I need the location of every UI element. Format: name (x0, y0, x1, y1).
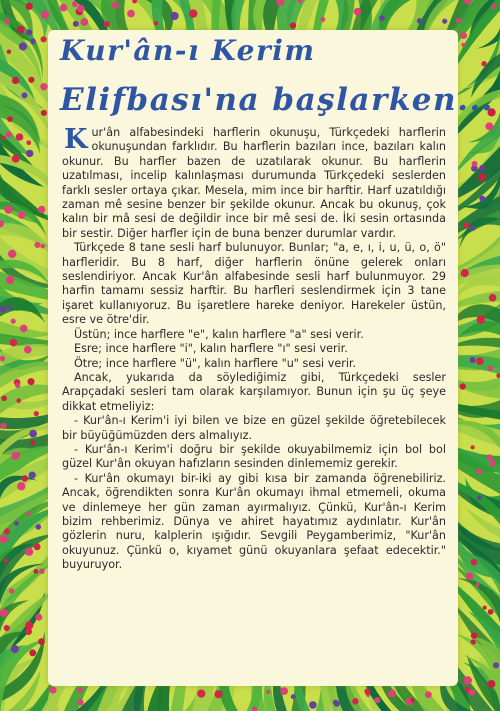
border-dot (417, 18, 423, 24)
border-dot (266, 690, 270, 694)
border-dot (352, 698, 358, 704)
border-dot (291, 694, 296, 699)
border-dot (72, 1, 78, 7)
border-dot (12, 77, 19, 84)
border-dot (17, 482, 25, 490)
border-dot (466, 573, 473, 580)
border-dot (26, 3, 33, 10)
border-dot (25, 548, 33, 556)
border-dot (374, 697, 380, 703)
bullet-2: - Kur'ân-ı Kerim'i doğru bir şekilde okuyabilmemiz için bol bol güzel Kur'ân okuyan hafızların sesinden dinlememiz gerekir. (62, 442, 446, 471)
border-dot (481, 61, 486, 66)
line-esre: Esre; ince harflere "i", kalın harflere "ı" sesi verir. (74, 342, 348, 356)
border-dot (189, 9, 197, 17)
border-dot (492, 4, 497, 9)
border-dot (6, 276, 14, 284)
border-dot (34, 543, 41, 550)
border-dot (38, 638, 45, 645)
border-dot (485, 122, 493, 130)
border-dot (39, 568, 45, 574)
border-dot (1, 396, 7, 402)
border-dot (475, 583, 479, 587)
border-dot (488, 609, 494, 615)
border-dot (471, 632, 478, 639)
border-dot (30, 39, 36, 45)
border-dot (22, 92, 28, 98)
border-dot (30, 440, 35, 445)
border-dot (461, 269, 469, 277)
border-dot (487, 454, 493, 460)
title-line-1: Kur'ân-ı Kerim (60, 34, 316, 67)
border-dot (442, 19, 447, 24)
border-dot (20, 325, 28, 333)
border-dot (489, 294, 497, 302)
border-dot (464, 676, 472, 684)
border-dot (36, 524, 42, 530)
border-dot (41, 11, 49, 19)
title-line-2: Elifbası'na başlarken... (60, 82, 494, 118)
border-dot (34, 242, 40, 248)
border-dot (17, 26, 25, 34)
border-dot (0, 423, 7, 430)
paragraph-3: Ancak, yukarıda da söylediğimiz gibi, Türkçedeki sesler Arapçadaki sesleri tam olarak karşılamıyor. Bunun için şu üç şeye dikkat etmeliyiz: (62, 370, 446, 413)
border-dot (4, 625, 10, 631)
border-dot (425, 691, 432, 698)
border-dot (476, 357, 484, 365)
border-dot (489, 460, 496, 467)
border-dot (4, 528, 10, 534)
border-dot (479, 165, 485, 171)
border-dot (77, 699, 83, 705)
border-dot (26, 29, 32, 35)
border-dot (472, 161, 478, 167)
border-dot (26, 511, 31, 516)
border-dot (40, 83, 47, 90)
border-dot (77, 5, 85, 13)
border-dot (38, 206, 45, 213)
border-dot (471, 445, 475, 449)
border-dot (28, 378, 35, 385)
border-dot (460, 383, 466, 389)
border-dot (29, 430, 37, 438)
border-dot (280, 687, 288, 695)
border-dot (29, 472, 36, 479)
line-otre: Ötre; ince harflere "ü", kalın harflere "u" sesi verir. (74, 356, 357, 370)
border-dot (15, 383, 20, 388)
border-dot (478, 173, 486, 181)
border-dot (35, 614, 42, 621)
border-dot (112, 2, 119, 9)
border-dot (4, 18, 10, 24)
line-ustun: Üstün; ince harflere "e", kalın harflere "a" sesi verir. (74, 327, 364, 341)
border-dot (24, 346, 32, 354)
border-dot (41, 36, 47, 42)
border-dot (73, 21, 79, 27)
border-dot (7, 116, 13, 122)
border-dot (321, 17, 326, 22)
border-dot (471, 639, 476, 644)
border-dot (11, 319, 16, 324)
border-dot (60, 4, 68, 12)
border-dot (0, 609, 8, 617)
border-dot (488, 366, 494, 372)
drop-cap-letter: K (64, 124, 88, 155)
border-dot (12, 155, 20, 163)
border-dot (290, 22, 296, 28)
border-dot (49, 687, 56, 694)
border-dot (7, 50, 11, 54)
border-dot (479, 196, 485, 202)
border-dot (469, 689, 475, 695)
border-dot (28, 77, 34, 83)
border-dot (214, 690, 222, 698)
paragraph-2: Türkçede 8 tane sesli harf bulunuyor. Bunlar; "a, e, ı, i, u, ü, o, ö" harfleridir. Bu 8 harf, diğer harflerin önüne gelerek onları seslendiriyor. Ancak Kur'ân alfabesinde sesli harf bulunmuyor. 29 harfin tamamı sessiz harftir. Bu harfleri seslendirmek için 3 tane işaret kullanıyoruz. Bu işaretlere hareke deniyor. Harekeler üstün, esre ve ötre'dir. (62, 241, 446, 327)
border-dot (0, 306, 6, 312)
border-dot (476, 469, 482, 475)
border-dot (464, 223, 470, 229)
border-dot (16, 133, 24, 141)
border-dot (461, 43, 465, 47)
border-dot (388, 690, 396, 698)
border-dot (12, 452, 20, 460)
border-dot (197, 690, 205, 698)
border-dot (456, 18, 461, 23)
paragraph-1-text: ur'ân alfabesindeki harflerin okunuşu, Türkçedeki harflerin okunuşundan farklıdır. Bu harflerin bazıları ince, bazıları kalın okunur. Bu harfler bazen de uzatılarak okunur. Bu harflerin uzatılması, incelip kalınlaşması durumunda Türkçedeki seslerden farklı sesler ortaya çıkar. Mesela, mim ince bir harftir. Harf uzatıldığı zaman mê sesine benzer bir şekilde okunur. Ancak bu okunuş, çok kalın bir mâ sesi de değildir ince bir mê sesi de. İki sesin ortasında bir sestir. Diğer harfler için de buna benzer durumlar vardır. (62, 126, 446, 240)
paragraph-1 (62, 126, 446, 241)
border-dot (477, 495, 482, 500)
border-dot (14, 521, 19, 526)
border-dot (4, 205, 12, 213)
border-dot (19, 42, 27, 50)
border-dot (354, 8, 362, 16)
border-dot (460, 32, 467, 39)
border-dot (3, 558, 8, 563)
border-dot (7, 305, 12, 310)
border-dot (471, 559, 478, 566)
border-dot (11, 645, 19, 653)
border-dot (470, 226, 475, 231)
border-dot (493, 662, 499, 668)
border-dot (25, 628, 32, 635)
border-dot (26, 140, 31, 145)
border-dot (18, 211, 25, 218)
border-dot (334, 701, 340, 707)
border-dot (410, 698, 414, 702)
border-dot (364, 688, 370, 694)
border-dot (6, 131, 12, 137)
border-dot (470, 357, 476, 363)
border-dot (127, 10, 135, 18)
border-dot (29, 649, 36, 656)
article-body (62, 126, 446, 573)
border-dot (154, 21, 159, 26)
border-dot (16, 398, 21, 403)
border-dot (26, 150, 33, 157)
border-dot (41, 110, 47, 116)
border-dot (9, 588, 14, 593)
border-dot (379, 15, 385, 21)
border-dot (8, 250, 16, 258)
border-dot (22, 475, 28, 481)
border-dot (81, 18, 89, 26)
border-dot (104, 21, 110, 27)
bullet-1: - Kur'ân-ı Kerim'i iyi bilen ve bize en güzel şekilde öğretebilecek bir büyüğümüzden ders almalıyız. (62, 414, 446, 442)
border-dot (2, 136, 6, 140)
border-dot (488, 680, 496, 688)
border-dot (10, 339, 18, 347)
border-dot (77, 688, 83, 694)
border-dot (34, 411, 39, 416)
border-dot (34, 569, 39, 574)
border-dot (41, 244, 46, 249)
border-dot (309, 701, 317, 709)
border-dot (477, 316, 485, 324)
bullet-3: - Kur'ân okumayı bir-iki ay gibi kısa bir zamanda öğrenebiliriz. Ancak, öğrendikten sonra Kur'ân okumayı ihmal etmemeli, okuma ve dinlemeye her gün zaman ayırmalıyız. Çünkü, Kur'ân-ı Kerim bizim rehberimiz. Dünya ve ahiret hayatımız aydınlatır. Kur'ân gözlerin nuru, kalplerin ışığıdır. Sevgili Peygamberimiz, "Kur'ân okuyunuz. Çünkü o, kıyamet günü okuyanlara şefaat edecektir." buyuruyor. (62, 471, 446, 572)
border-dot (483, 606, 487, 610)
border-dot (171, 12, 179, 20)
